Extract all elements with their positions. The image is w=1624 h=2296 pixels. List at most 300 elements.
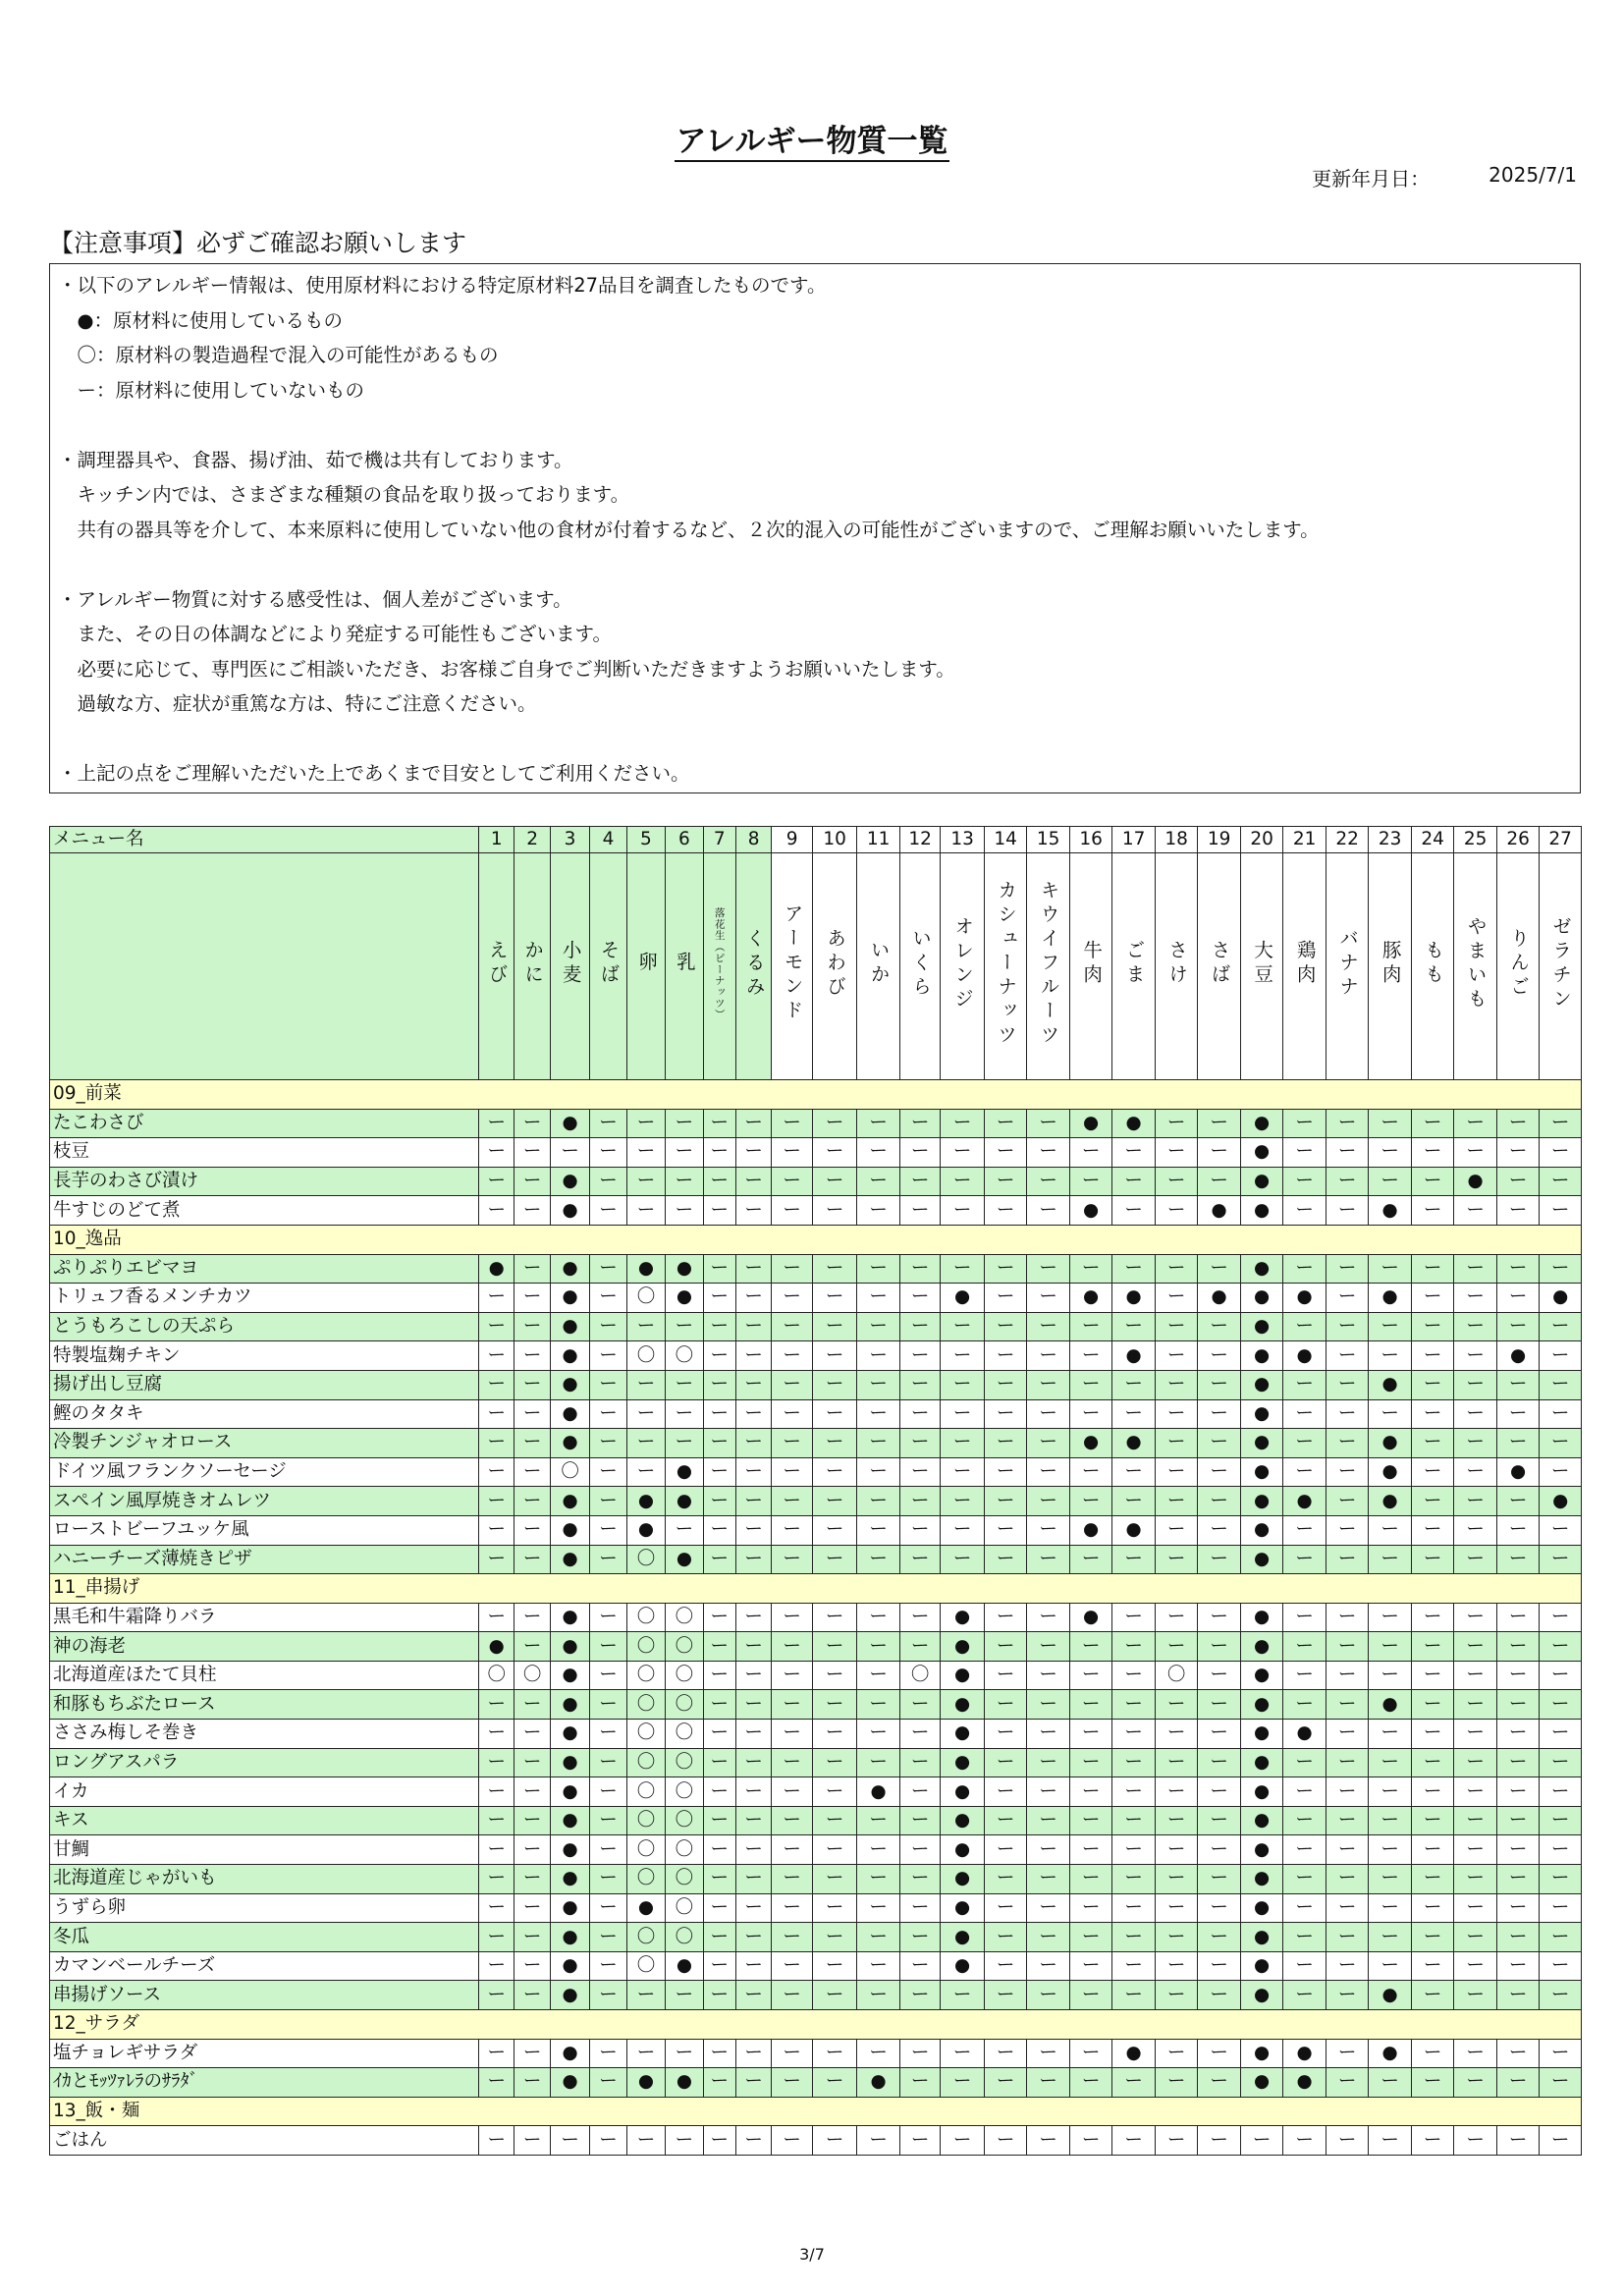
mark-none: ー [550, 1138, 589, 1168]
mark-none: ー [703, 1487, 735, 1516]
mark-none: ー [984, 1109, 1027, 1138]
mark-none: ー [1155, 1429, 1198, 1458]
menu-row [50, 1515, 1582, 1545]
mark-none: ー [1283, 1545, 1326, 1574]
mark-none: ー [1411, 1370, 1454, 1399]
mark-none: ー [1540, 1865, 1582, 1894]
mark-used: ● [1069, 1515, 1112, 1545]
category-row [50, 1225, 1582, 1254]
mark-none: ー [514, 1981, 550, 2010]
mark-used: ● [941, 1284, 985, 1313]
mark-none: ー [1112, 2068, 1156, 2098]
mark-none: ー [857, 1138, 900, 1168]
mark-none: ー [772, 1370, 812, 1399]
mark-none: ー [1326, 1312, 1369, 1341]
mark-none: ー [514, 1312, 550, 1341]
mark-none: ー [1540, 2039, 1582, 2068]
mark-none: ー [1112, 1196, 1156, 1226]
notice-line: ・以下のアレルギー情報は、使用原材料における特定原材料27品目を調査したものです。 [58, 274, 827, 297]
mark-none: ー [514, 1399, 550, 1429]
mark-none: ー [1155, 1865, 1198, 1894]
mark-none: ー [514, 2068, 550, 2098]
mark-none: ー [1326, 1777, 1369, 1807]
mark-none: ー [1283, 1865, 1326, 1894]
mark-possible: 〇 [626, 1341, 665, 1371]
menu-name: 北海道産じゃがいも [50, 1865, 479, 1894]
mark-used: ● [1112, 1429, 1156, 1458]
menu-name: キス [50, 1806, 479, 1835]
mark-used: ● [550, 1545, 589, 1574]
mark-none: ー [703, 1865, 735, 1894]
mark-none: ー [1198, 1487, 1241, 1516]
mark-none: ー [812, 1632, 857, 1662]
mark-none: ー [1411, 1951, 1454, 1981]
mark-none: ー [1112, 1487, 1156, 1516]
allergen-number: 3 [550, 827, 589, 853]
mark-none: ー [1326, 1981, 1369, 2010]
mark-none: ー [703, 1603, 735, 1632]
mark-none: ー [941, 2126, 985, 2156]
mark-none: ー [1411, 1545, 1454, 1574]
mark-none: ー [984, 1777, 1027, 1807]
mark-none: ー [1027, 1370, 1070, 1399]
mark-used: ● [941, 1893, 985, 1923]
mark-none: ー [735, 1661, 771, 1690]
mark-possible: 〇 [626, 1690, 665, 1720]
mark-none: ー [772, 1923, 812, 1952]
mark-none: ー [1155, 1806, 1198, 1835]
mark-none: ー [1540, 1720, 1582, 1749]
mark-none: ー [703, 1632, 735, 1662]
mark-none: ー [941, 2039, 985, 2068]
mark-none: ー [1198, 1865, 1241, 1894]
mark-none: ー [590, 1981, 626, 2010]
mark-none: ー [1069, 2126, 1112, 2156]
mark-none: ー [590, 1835, 626, 1865]
mark-none: ー [1027, 1690, 1070, 1720]
menu-row [50, 1923, 1582, 1952]
allergen-name: 乳 [673, 952, 696, 976]
category-row [50, 1080, 1582, 1110]
mark-used: ● [1369, 1487, 1412, 1516]
mark-none: ー [590, 1748, 626, 1777]
mark-none: ー [666, 1370, 703, 1399]
mark-none: ー [590, 1284, 626, 1313]
mark-none: ー [1411, 1429, 1454, 1458]
mark-none: ー [1454, 1806, 1497, 1835]
mark-none: ー [1454, 1835, 1497, 1865]
mark-none: ー [772, 1865, 812, 1894]
category-label: 09_前菜 [50, 1080, 1582, 1110]
notice-box [49, 263, 1581, 793]
mark-none: ー [1112, 1632, 1156, 1662]
mark-none: ー [984, 1196, 1027, 1226]
mark-none: ー [1411, 1632, 1454, 1662]
mark-none: ー [1326, 1429, 1369, 1458]
mark-used: ● [1369, 1690, 1412, 1720]
allergen-name: やまいも [1464, 915, 1488, 1012]
mark-none: ー [1198, 1399, 1241, 1429]
mark-none: ー [1112, 1545, 1156, 1574]
mark-none: ー [812, 1138, 857, 1168]
mark-none: ー [1540, 1603, 1582, 1632]
mark-none: ー [1540, 1457, 1582, 1487]
mark-none: ー [1155, 1196, 1198, 1226]
mark-used: ● [941, 1951, 985, 1981]
mark-none: ー [1326, 1865, 1369, 1894]
mark-none: ー [550, 2126, 589, 2156]
mark-none: ー [626, 1312, 665, 1341]
mark-none: ー [941, 1254, 985, 1284]
allergen-name-cell [479, 853, 514, 1080]
mark-possible: 〇 [666, 1661, 703, 1690]
mark-none: ー [1198, 1806, 1241, 1835]
mark-none: ー [1069, 1806, 1112, 1835]
mark-none: ー [1411, 1893, 1454, 1923]
menu-name: トリュフ香るメンチカツ [50, 1284, 479, 1313]
mark-none: ー [857, 1661, 900, 1690]
mark-used: ● [1283, 2039, 1326, 2068]
mark-none: ー [1155, 1777, 1198, 1807]
allergen-number: 27 [1540, 827, 1582, 853]
allergen-name: キウイフルーツ [1037, 879, 1060, 1049]
allergen-name: あわび [824, 927, 847, 1001]
mark-used: ● [1198, 1196, 1241, 1226]
mark-none: ー [1283, 1661, 1326, 1690]
mark-none: ー [812, 1806, 857, 1835]
mark-used: ● [550, 1312, 589, 1341]
allergen-name: 牛肉 [1080, 940, 1104, 988]
mark-possible: 〇 [550, 1457, 589, 1487]
mark-none: ー [1326, 1951, 1369, 1981]
mark-none: ー [590, 1138, 626, 1168]
mark-none: ー [1069, 1661, 1112, 1690]
mark-none: ー [941, 1981, 985, 2010]
mark-none: ー [812, 1312, 857, 1341]
mark-none: ー [899, 1603, 940, 1632]
mark-none: ー [626, 2126, 665, 2156]
mark-none: ー [735, 1515, 771, 1545]
mark-none: ー [479, 1835, 514, 1865]
mark-none: ー [1283, 1254, 1326, 1284]
mark-none: ー [1369, 1720, 1412, 1749]
mark-none: ー [1540, 1545, 1582, 1574]
mark-none: ー [1454, 1341, 1497, 1371]
mark-none: ー [1540, 1835, 1582, 1865]
menu-row [50, 1720, 1582, 1749]
mark-none: ー [1198, 1603, 1241, 1632]
menu-row [50, 1690, 1582, 1720]
mark-none: ー [857, 1341, 900, 1371]
mark-none: ー [812, 1429, 857, 1458]
allergen-name: いくら [909, 927, 933, 1001]
mark-none: ー [984, 1923, 1027, 1952]
mark-none: ー [1112, 2126, 1156, 2156]
mark-none: ー [812, 1487, 857, 1516]
mark-none: ー [772, 1138, 812, 1168]
mark-used: ● [1240, 1981, 1283, 2010]
mark-none: ー [1027, 1661, 1070, 1690]
mark-none: ー [1326, 1720, 1369, 1749]
mark-none: ー [735, 1167, 771, 1196]
mark-none: ー [1155, 1923, 1198, 1952]
menu-name: ドイツ風フランクソーセージ [50, 1457, 479, 1487]
mark-none: ー [899, 1312, 940, 1341]
menu-name: 長芋のわさび漬け [50, 1167, 479, 1196]
menu-row [50, 1284, 1582, 1313]
mark-none: ー [1155, 2126, 1198, 2156]
menu-row [50, 1632, 1582, 1662]
mark-none: ー [1454, 1603, 1497, 1632]
mark-none: ー [1283, 1632, 1326, 1662]
mark-used: ● [1283, 1720, 1326, 1749]
mark-none: ー [590, 1777, 626, 1807]
mark-none: ー [984, 1399, 1027, 1429]
mark-none: ー [666, 1167, 703, 1196]
mark-used: ● [550, 1515, 589, 1545]
allergen-number: 25 [1454, 827, 1497, 853]
allergen-number: 17 [1112, 827, 1156, 853]
mark-none: ー [1283, 1109, 1326, 1138]
mark-none: ー [626, 1138, 665, 1168]
mark-none: ー [703, 1138, 735, 1168]
category-label: 11_串揚げ [50, 1574, 1582, 1604]
mark-none: ー [1411, 1661, 1454, 1690]
mark-none: ー [772, 1254, 812, 1284]
mark-none: ー [1540, 1951, 1582, 1981]
mark-none: ー [1540, 1399, 1582, 1429]
mark-none: ー [772, 2039, 812, 2068]
mark-none: ー [772, 1429, 812, 1458]
mark-none: ー [479, 1951, 514, 1981]
mark-none: ー [1496, 1109, 1540, 1138]
mark-used: ● [1240, 1865, 1283, 1894]
notice-line: また、その日の体調などにより発症する可能性もございます。 [58, 623, 612, 645]
mark-used: ● [1283, 1487, 1326, 1516]
menu-row [50, 1981, 1582, 2010]
mark-none: ー [1496, 1835, 1540, 1865]
mark-used: ● [626, 1515, 665, 1545]
mark-used: ● [1240, 1806, 1283, 1835]
mark-none: ー [1112, 1893, 1156, 1923]
mark-none: ー [899, 1167, 940, 1196]
notice-line: 必要に応じて、専門医にご相談いただき、お客様ご自身でご判断いただきますようお願いいたします。 [58, 657, 955, 681]
mark-none: ー [514, 1429, 550, 1458]
mark-none: ー [1027, 1254, 1070, 1284]
allergen-name: 大豆 [1251, 940, 1274, 988]
mark-none: ー [857, 1284, 900, 1313]
category-row [50, 1574, 1582, 1604]
mark-none: ー [1496, 2039, 1540, 2068]
menu-row [50, 1748, 1582, 1777]
menu-row [50, 2068, 1582, 2098]
mark-none: ー [1496, 1196, 1540, 1226]
mark-none: ー [590, 2039, 626, 2068]
mark-none: ー [626, 1196, 665, 1226]
mark-none: ー [735, 1370, 771, 1399]
mark-none: ー [1112, 1981, 1156, 2010]
mark-none: ー [1198, 1661, 1241, 1690]
mark-used: ● [1240, 1777, 1283, 1807]
mark-none: ー [899, 1865, 940, 1894]
mark-none: ー [1496, 1254, 1540, 1284]
menu-row [50, 1429, 1582, 1458]
allergen-name-cell [1411, 853, 1454, 1080]
mark-none: ー [899, 1748, 940, 1777]
allergen-name: 落花生（ピーナッツ） [713, 907, 726, 1020]
mark-none: ー [1540, 1254, 1582, 1284]
allergen-name-cell [1027, 853, 1070, 1080]
mark-none: ー [514, 1893, 550, 1923]
mark-none: ー [1411, 1399, 1454, 1429]
mark-none: ー [1198, 1777, 1241, 1807]
mark-none: ー [1496, 1981, 1540, 2010]
mark-possible: 〇 [626, 1777, 665, 1807]
mark-none: ー [1540, 1632, 1582, 1662]
mark-none: ー [772, 1690, 812, 1720]
mark-possible: 〇 [626, 1720, 665, 1749]
mark-used: ● [479, 1632, 514, 1662]
mark-none: ー [703, 1457, 735, 1487]
mark-used: ● [1369, 1370, 1412, 1399]
allergen-name-cell [514, 853, 550, 1080]
mark-none: ー [857, 1254, 900, 1284]
mark-none: ー [1326, 1515, 1369, 1545]
mark-used: ● [1240, 2039, 1283, 2068]
mark-none: ー [941, 1515, 985, 1545]
mark-none: ー [735, 1720, 771, 1749]
mark-none: ー [899, 1690, 940, 1720]
mark-none: ー [1112, 1865, 1156, 1894]
mark-none: ー [1454, 1923, 1497, 1952]
mark-none: ー [899, 1399, 940, 1429]
mark-none: ー [857, 1690, 900, 1720]
mark-none: ー [1155, 1748, 1198, 1777]
mark-none: ー [1155, 1341, 1198, 1371]
mark-none: ー [1454, 1893, 1497, 1923]
header-number-row [50, 827, 1582, 853]
menu-name: ローストビーフユッケ風 [50, 1515, 479, 1545]
menu-row [50, 1487, 1582, 1516]
menu-row [50, 1893, 1582, 1923]
mark-none: ー [514, 1196, 550, 1226]
mark-used: ● [1240, 1923, 1283, 1952]
mark-none: ー [941, 1370, 985, 1399]
mark-none: ー [1069, 1399, 1112, 1429]
mark-used: ● [1240, 1399, 1283, 1429]
mark-used: ● [550, 1632, 589, 1662]
mark-none: ー [984, 2126, 1027, 2156]
mark-none: ー [703, 1951, 735, 1981]
mark-none: ー [1454, 2039, 1497, 2068]
mark-used: ● [550, 1341, 589, 1371]
mark-none: ー [703, 1981, 735, 2010]
mark-none: ー [479, 1893, 514, 1923]
mark-none: ー [735, 1109, 771, 1138]
mark-none: ー [1326, 2068, 1369, 2098]
mark-none: ー [857, 1951, 900, 1981]
mark-none: ー [1411, 1748, 1454, 1777]
menu-row [50, 1806, 1582, 1835]
allergen-number: 4 [590, 827, 626, 853]
mark-none: ー [1198, 1167, 1241, 1196]
mark-none: ー [703, 1690, 735, 1720]
mark-used: ● [1240, 1603, 1283, 1632]
allergen-number: 21 [1283, 827, 1326, 853]
allergen-name-cell [1369, 853, 1412, 1080]
mark-used: ● [1112, 1515, 1156, 1545]
mark-used: ● [479, 1254, 514, 1284]
mark-none: ー [1155, 1399, 1198, 1429]
mark-none: ー [1027, 1777, 1070, 1807]
mark-none: ー [772, 1487, 812, 1516]
mark-used: ● [1069, 1196, 1112, 1226]
mark-none: ー [1155, 1603, 1198, 1632]
mark-none: ー [1027, 2039, 1070, 2068]
menu-row [50, 1835, 1582, 1865]
mark-none: ー [899, 1545, 940, 1574]
allergen-table [49, 826, 1582, 2156]
mark-none: ー [1454, 1399, 1497, 1429]
mark-none: ー [666, 2126, 703, 2156]
mark-none: ー [1069, 1865, 1112, 1894]
mark-none: ー [984, 1341, 1027, 1371]
allergen-number: 26 [1496, 827, 1540, 853]
mark-none: ー [735, 1399, 771, 1429]
mark-none: ー [812, 2039, 857, 2068]
mark-used: ● [1369, 1284, 1412, 1313]
mark-none: ー [735, 1690, 771, 1720]
mark-used: ● [941, 1777, 985, 1807]
mark-none: ー [514, 1487, 550, 1516]
allergen-number: 23 [1369, 827, 1412, 853]
mark-none: ー [1326, 1341, 1369, 1371]
mark-none: ー [1283, 1457, 1326, 1487]
category-label: 13_飯・麺 [50, 2097, 1582, 2126]
mark-none: ー [899, 2126, 940, 2156]
mark-none: ー [1411, 1777, 1454, 1807]
menu-row [50, 1109, 1582, 1138]
mark-used: ● [666, 1545, 703, 1574]
mark-none: ー [735, 1429, 771, 1458]
mark-none: ー [1069, 1981, 1112, 2010]
mark-none: ー [590, 1254, 626, 1284]
allergen-name: えび [485, 940, 509, 988]
mark-used: ● [1496, 1341, 1540, 1371]
mark-none: ー [735, 1457, 771, 1487]
mark-none: ー [479, 1457, 514, 1487]
mark-used: ● [1240, 1545, 1283, 1574]
mark-possible: 〇 [626, 1835, 665, 1865]
mark-none: ー [772, 1603, 812, 1632]
mark-used: ● [1540, 1487, 1582, 1516]
mark-none: ー [812, 1720, 857, 1749]
mark-none: ー [735, 1806, 771, 1835]
mark-used: ● [1283, 1284, 1326, 1313]
mark-none: ー [1198, 2039, 1241, 2068]
mark-none: ー [1496, 1545, 1540, 1574]
mark-used: ● [550, 1399, 589, 1429]
mark-none: ー [1069, 1690, 1112, 1720]
mark-none: ー [703, 1748, 735, 1777]
mark-none: ー [735, 1487, 771, 1516]
mark-none: ー [1411, 1603, 1454, 1632]
mark-none: ー [479, 1109, 514, 1138]
mark-possible: 〇 [899, 1661, 940, 1690]
mark-none: ー [590, 1515, 626, 1545]
mark-used: ● [626, 1893, 665, 1923]
allergen-number: 14 [984, 827, 1027, 853]
